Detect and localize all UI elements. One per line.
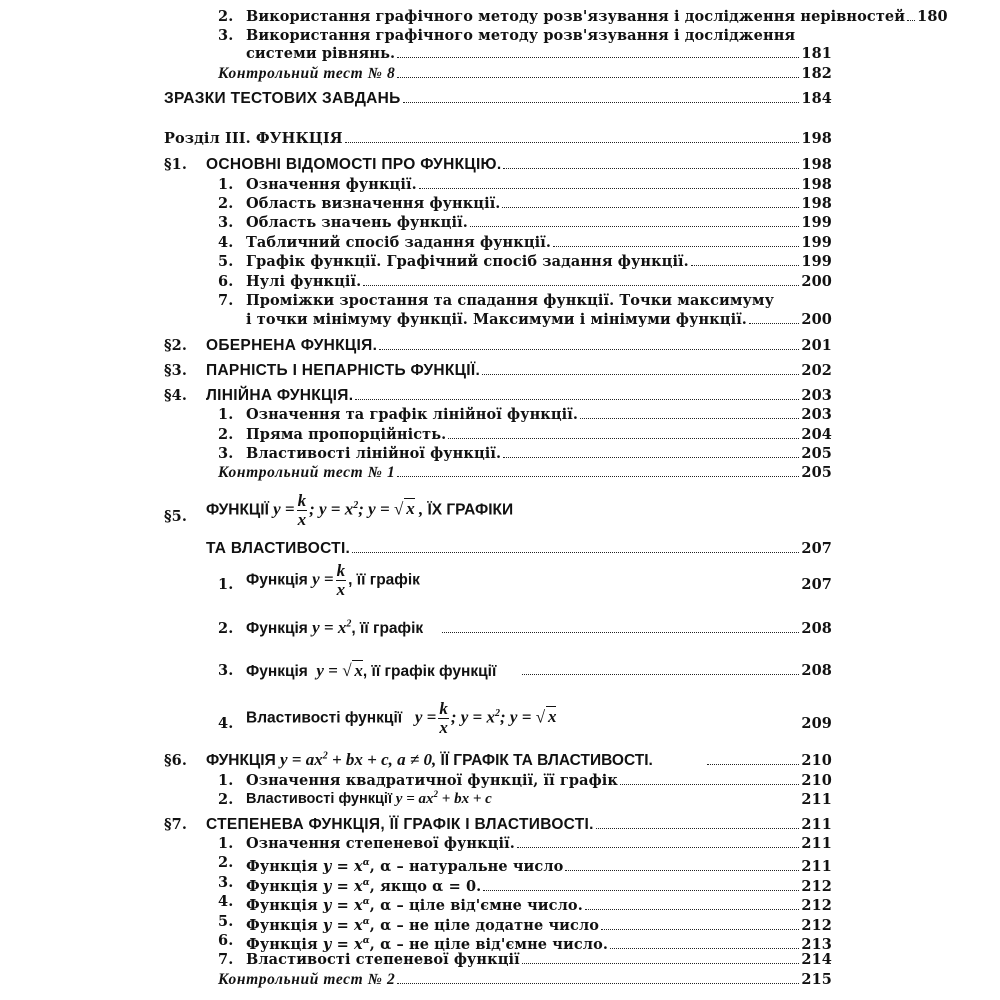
page-number: 200	[801, 311, 832, 328]
entry-number: 4.	[218, 715, 234, 732]
entry-number: §1.	[164, 156, 188, 173]
page-number: 211	[801, 816, 832, 833]
entry-number: 1.	[218, 576, 234, 593]
entry-title: Функція $y = x^\alpha$, α – ціле від'ємне число.	[246, 896, 583, 914]
page-number: 207	[801, 540, 832, 557]
page-number: 215	[801, 971, 832, 988]
page-number: 204	[801, 426, 832, 443]
page-number: 211	[801, 857, 832, 875]
entry-number: §3.	[164, 362, 188, 379]
entry-number: 2.	[218, 195, 234, 212]
entry-number: 5.	[218, 913, 234, 930]
page-number: 208	[801, 662, 832, 679]
item-formula: Функція y = √ x, її графік функції	[246, 661, 497, 680]
leader-dots	[345, 142, 800, 143]
page-number: 203	[801, 406, 832, 423]
leader-dots	[397, 77, 799, 78]
page-number: 202	[801, 362, 832, 379]
page-number: 212	[801, 877, 832, 895]
entry-title: Використання графічного методу розв'язування і дослідження	[246, 27, 796, 44]
leader-dots	[379, 349, 799, 350]
entry-number: 3.	[218, 662, 234, 679]
leader-dots	[355, 399, 799, 400]
leader-dots	[363, 285, 799, 286]
leader-dots	[448, 438, 799, 439]
leader-dots	[749, 323, 799, 324]
function-word: Функція	[246, 571, 308, 589]
entry-title: ОБЕРНЕНА ФУНКЦІЯ.	[206, 337, 378, 354]
page-number: 208	[801, 620, 832, 637]
entry-number: 1.	[218, 772, 234, 789]
page-number: 211	[801, 835, 832, 852]
section-6-label-end: ЇЇ ГРАФІК ТА ВЛАСТИВОСТІ.	[440, 752, 653, 769]
item-formula: Функція $y = x^2$, її графік	[246, 618, 424, 637]
section-5-formula-title: ФУНКЦІЇ y = $\frac{k}{x}$ ; $y = x^2$; y = √ x , ЇХ ГРАФІКИ	[206, 491, 514, 529]
leader-dots	[596, 828, 800, 829]
leader-dots	[553, 246, 799, 247]
leader-dots	[707, 764, 799, 765]
page-number: 210	[801, 752, 832, 769]
entry-number: 4.	[218, 893, 234, 910]
leader-dots	[352, 552, 799, 553]
page-number: 205	[801, 464, 832, 481]
entry-title: Табличний спосіб задання функції.	[246, 234, 552, 251]
entry-title: Означення функції.	[246, 176, 417, 193]
entry-number: 3.	[218, 874, 234, 891]
leader-dots	[691, 265, 800, 266]
page-number: 213	[801, 935, 832, 953]
entry-title: Використання графічного методу розв'язування і дослідження нерівностей	[246, 8, 906, 25]
item-formula: Функція y = $\frac{k}{x}$ , її графік	[246, 561, 420, 599]
entry-number: §2.	[164, 337, 188, 354]
item-formula: Властивості функції y = $\frac{k}{x}$ ; $y = x^2$; y = √ x	[246, 699, 557, 737]
entry-number: 2.	[218, 791, 234, 808]
entry-number: §7.	[164, 816, 188, 833]
entry-title: Область визначення функції.	[246, 195, 501, 212]
leader-dots	[601, 929, 799, 930]
page-number: 181	[801, 45, 832, 62]
entry-number: 2.	[218, 426, 234, 443]
page-number: 212	[801, 896, 832, 914]
entry-title: Контрольний тест № 2	[218, 971, 396, 988]
leader-dots	[907, 20, 915, 21]
page-number: 199	[801, 214, 832, 231]
its-graph: , її графік	[348, 571, 420, 589]
page-number: 199	[801, 253, 832, 270]
leader-dots	[517, 847, 800, 848]
its-graph: , її графік	[351, 620, 424, 637]
entry-title: системи рівнянь.	[246, 45, 396, 62]
entry-number: 2.	[218, 854, 234, 871]
page-number: 205	[801, 445, 832, 462]
its-graph-function: , її графік функції	[362, 663, 497, 680]
entry-number: 1.	[218, 176, 234, 193]
leader-dots	[522, 674, 799, 675]
leader-dots	[419, 188, 800, 189]
entry-number: 1.	[218, 406, 234, 423]
leader-dots	[482, 374, 799, 375]
entry-title: Властивості степеневої функції	[246, 951, 520, 968]
leader-dots	[397, 57, 799, 58]
entry-number: 2.	[218, 8, 234, 25]
page-number: 198	[801, 130, 832, 147]
entry-title: Означення квадратичної функції, її графік	[246, 772, 618, 789]
page-number: 182	[801, 65, 832, 82]
entry-title: ПАРНІСТЬ І НЕПАРНІСТЬ ФУНКЦІЇ.	[206, 362, 481, 379]
entry-title: Графік функції. Графічний спосіб задання функції.	[246, 253, 689, 270]
section-6-label: ФУНКЦІЯ	[206, 752, 276, 769]
entry-number: 3.	[218, 214, 234, 231]
leader-dots	[397, 983, 799, 984]
page-number: 201	[801, 337, 832, 354]
entry-number: 6.	[218, 932, 234, 949]
entry-title: Означення степеневої функції.	[246, 835, 515, 852]
leader-dots	[620, 784, 799, 785]
item-formula: Властивості функції $y = ax^2$ + bx + c	[246, 789, 492, 807]
entry-title: СТЕПЕНЕВА ФУНКЦІЯ, ЇЇ ГРАФІК І ВЛАСТИВОСТІ.	[206, 816, 594, 833]
leader-dots	[502, 207, 799, 208]
leader-dots	[585, 909, 800, 910]
page-number: 184	[801, 90, 832, 107]
page-number: 214	[801, 951, 832, 968]
entry-number: 4.	[218, 234, 234, 251]
properties-word: Властивості функції	[246, 791, 393, 807]
section-5-label: ФУНКЦІЇ	[206, 501, 269, 519]
leader-dots	[442, 632, 799, 633]
entry-number: 2.	[218, 620, 234, 637]
function-word: Функція	[246, 663, 308, 680]
entry-title: Функція $y = x^\alpha$, α – не ціле від'ємне число.	[246, 935, 609, 953]
entry-title: Функція $y = x^\alpha$, якщо α = 0.	[246, 877, 482, 895]
entry-title: Розділ III. ФУНКЦІЯ	[164, 130, 343, 147]
entry-title: Означення та графік лінійної функції.	[246, 406, 579, 423]
page-number: 198	[801, 195, 832, 212]
page-number: 209	[801, 715, 832, 732]
leader-dots	[503, 168, 799, 169]
entry-title: ОСНОВНІ ВІДОМОСТІ ПРО ФУНКЦІЮ.	[206, 156, 502, 173]
page-number: 212	[801, 916, 832, 934]
entry-title: Властивості лінійної функції.	[246, 445, 502, 462]
entry-number: 7.	[218, 292, 234, 309]
entry-title: і точки мінімуму функції. Максимуми і мінімуми функції.	[246, 311, 747, 328]
entry-title: Контрольний тест № 8	[218, 65, 396, 82]
leader-dots	[470, 226, 800, 227]
entry-title: Пряма пропорційність.	[246, 426, 447, 443]
page-number: 207	[801, 576, 832, 593]
entry-number: §5.	[164, 508, 188, 525]
entry-title: Нулі функції.	[246, 273, 362, 290]
page-number: 180	[917, 8, 948, 25]
entry-number: 6.	[218, 273, 234, 290]
leader-dots	[503, 457, 799, 458]
entry-number: 3.	[218, 445, 234, 462]
entry-title: Проміжки зростання та спадання функції. Точки максимуму	[246, 292, 775, 309]
function-word: Функція	[246, 620, 308, 637]
entry-title: ЗРАЗКИ ТЕСТОВИХ ЗАВДАНЬ	[164, 90, 401, 107]
entry-title: ТА ВЛАСТИВОСТІ.	[206, 540, 351, 557]
entry-number: §4.	[164, 387, 188, 404]
leader-dots	[610, 948, 799, 949]
page-number: 211	[801, 791, 832, 808]
entry-title: Область значень функції.	[246, 214, 468, 231]
leader-dots	[522, 963, 800, 964]
entry-title: Контрольний тест № 1	[218, 464, 396, 481]
page-number: 199	[801, 234, 832, 251]
leader-dots	[397, 476, 799, 477]
leader-dots	[483, 890, 799, 891]
page-number: 200	[801, 273, 832, 290]
page-number: 203	[801, 387, 832, 404]
entry-number: 5.	[218, 253, 234, 270]
entry-title: Функція $y = x^\alpha$, α – натуральне число	[246, 857, 564, 875]
entry-number: 7.	[218, 951, 234, 968]
leader-dots	[403, 102, 800, 103]
entry-number: 1.	[218, 835, 234, 852]
leader-dots	[565, 870, 799, 871]
leader-dots	[580, 418, 799, 419]
page-number: 198	[801, 156, 832, 173]
entry-title: ЛІНІЙНА ФУНКЦІЯ.	[206, 387, 354, 404]
page-number: 210	[801, 772, 832, 789]
properties-word: Властивості функції	[246, 709, 403, 727]
section-6-formula-title: ФУНКЦІЯ $y = ax^2$ + bx + c, a ≠ 0, ЇЇ ГРАФІК ТА ВЛАСТИВОСТІ.	[206, 750, 653, 769]
page-number: 198	[801, 176, 832, 193]
entry-title: Функція $y = x^\alpha$, α – не ціле додатне число	[246, 916, 600, 934]
entry-number: §6.	[164, 752, 188, 769]
entry-number: 3.	[218, 27, 234, 44]
section-5-label-end: ЇХ ГРАФІКИ	[427, 501, 514, 519]
